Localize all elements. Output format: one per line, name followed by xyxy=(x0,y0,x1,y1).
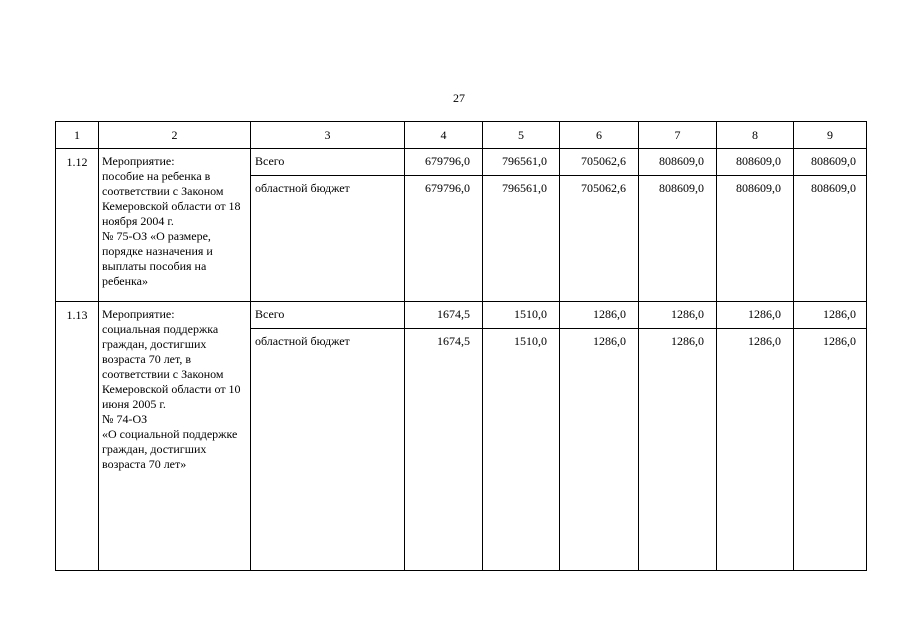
value-cell: 1674,5 xyxy=(405,302,483,329)
value-cell: 808609,0 xyxy=(794,149,867,176)
value-cell: 1674,5 xyxy=(405,329,483,571)
funding-source: Всего xyxy=(251,302,405,329)
value-cell: 1286,0 xyxy=(639,302,717,329)
column-header: 2 xyxy=(99,122,251,149)
value-cell: 1286,0 xyxy=(560,302,639,329)
value-cell: 1286,0 xyxy=(560,329,639,571)
row-description: Мероприятие: пособие на ребенка в соответствии с Законом Кемеровской области от 18 ноября 2004 г. № 75-ОЗ «О размере, порядке назначения и выплаты пособия на ребенка» xyxy=(99,149,251,302)
row-number: 1.13 xyxy=(56,302,99,571)
table-row xyxy=(56,149,867,176)
column-header: 8 xyxy=(717,122,794,149)
value-cell: 705062,6 xyxy=(560,176,639,302)
value-cell: 808609,0 xyxy=(639,149,717,176)
value-cell: 1286,0 xyxy=(717,329,794,571)
funding-source: областной бюджет xyxy=(251,176,405,302)
value-cell: 1286,0 xyxy=(717,302,794,329)
value-cell: 808609,0 xyxy=(717,149,794,176)
budget-table xyxy=(55,121,867,571)
funding-source: Всего xyxy=(251,149,405,176)
value-cell: 808609,0 xyxy=(794,176,867,302)
value-cell: 1510,0 xyxy=(483,329,560,571)
column-header: 1 xyxy=(56,122,99,149)
value-cell: 796561,0 xyxy=(483,149,560,176)
column-header: 9 xyxy=(794,122,867,149)
value-cell: 679796,0 xyxy=(405,149,483,176)
value-cell: 1286,0 xyxy=(639,329,717,571)
column-header: 6 xyxy=(560,122,639,149)
column-header: 7 xyxy=(639,122,717,149)
row-description: Мероприятие: социальная поддержка граждан, достигших возраста 70 лет, в соответствии с Законом Кемеровской области от 10 июня 2005 г. № 74-ОЗ «О социальной поддержке граждан, достигших возраста 70 лет» xyxy=(99,302,251,571)
row-number: 1.12 xyxy=(56,149,99,302)
table-header-row xyxy=(56,122,867,149)
column-header: 3 xyxy=(251,122,405,149)
page-number: 27 xyxy=(453,91,465,105)
value-cell: 1286,0 xyxy=(794,302,867,329)
value-cell: 808609,0 xyxy=(639,176,717,302)
value-cell: 1510,0 xyxy=(483,302,560,329)
value-cell: 808609,0 xyxy=(717,176,794,302)
value-cell: 796561,0 xyxy=(483,176,560,302)
value-cell: 1286,0 xyxy=(794,329,867,571)
column-header: 4 xyxy=(405,122,483,149)
value-cell: 705062,6 xyxy=(560,149,639,176)
funding-source: областной бюджет xyxy=(251,329,405,571)
column-header: 5 xyxy=(483,122,560,149)
value-cell: 679796,0 xyxy=(405,176,483,302)
table-row xyxy=(56,302,867,329)
